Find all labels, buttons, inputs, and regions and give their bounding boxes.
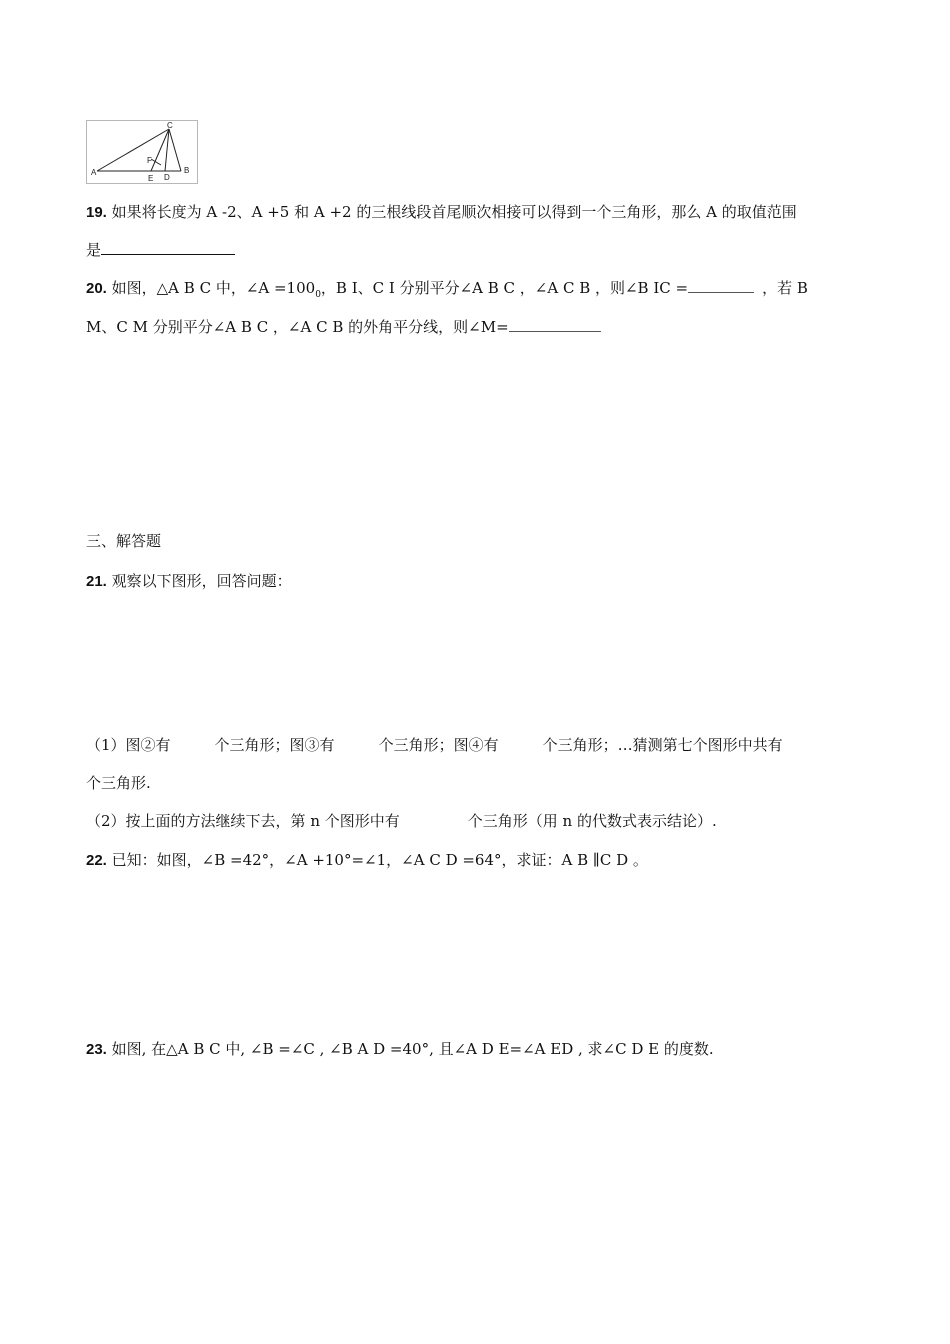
triangle-lines — [97, 129, 181, 171]
q21-p1-e: 个三角形. — [86, 774, 151, 792]
line-ac — [97, 129, 169, 171]
q20-line1 — [86, 277, 808, 300]
label-d: D — [164, 173, 170, 182]
q22-line — [86, 849, 648, 870]
q21-part1-line1 — [86, 734, 783, 755]
line-cb — [169, 129, 181, 171]
q23-line — [86, 1038, 714, 1059]
q23-number: 23. — [86, 1041, 107, 1058]
q21-p2-b: 个三角形（用 n 的代数式表示结论）. — [467, 812, 717, 830]
q19-text-2: 是 — [86, 241, 102, 259]
q20-line2 — [86, 316, 601, 337]
q19-answer-blank[interactable] — [101, 239, 235, 255]
q20-number: 20. — [86, 280, 107, 297]
triangle-figure — [86, 120, 198, 184]
q21-p1-a: （1）图②有 — [86, 736, 171, 754]
q20-text-c: ，若 B — [762, 279, 808, 297]
q20-text-b: ，B I、C I 分别平分∠A B C ，∠A C B ，则∠B IC = — [320, 279, 689, 297]
q19-line2 — [86, 239, 235, 260]
q20-text-a: 如图，△A B C 中，∠A =100 — [111, 279, 316, 297]
line-cd — [165, 129, 169, 171]
q19-line1 — [86, 201, 797, 222]
q21-part1-line2 — [86, 772, 151, 793]
q21-line1 — [86, 570, 292, 591]
q20-degree-mark: 0 — [315, 290, 321, 300]
q21-p1-d: 个三角形；…猜测第七个图形中共有 — [542, 736, 783, 754]
q21-part2 — [86, 810, 717, 831]
label-c: C — [167, 121, 173, 130]
label-a: A — [91, 168, 97, 177]
label-f: F — [147, 156, 152, 165]
q21-p1-c: 个三角形；图④有 — [378, 736, 499, 754]
q20-blank-m[interactable] — [509, 316, 601, 332]
q21-p1-b: 个三角形；图③有 — [214, 736, 335, 754]
q21-text: 观察以下图形，回答问题： — [111, 572, 292, 590]
q20-blank-bic[interactable] — [688, 277, 754, 293]
q22-text: 已知：如图，∠B =42°，∠A +10°=∠1，∠A C D =64°，求证：A B ∥C D 。 — [111, 851, 648, 869]
q20-text-d: M、C M 分别平分∠A B C ，∠A C B 的外角平分线，则∠M= — [86, 318, 509, 336]
section3-title: 三、解答题 — [86, 532, 162, 550]
q21-number: 21. — [86, 573, 107, 590]
q21-p2-a: （2）按上面的方法继续下去，第 n 个图形中有 — [86, 812, 400, 830]
q23-text: 如图, 在△A B C 中, ∠B =∠C , ∠B A D =40°, 且∠A D E=∠A ED , 求∠C D E 的度数. — [111, 1040, 714, 1058]
label-b: B — [184, 166, 190, 175]
label-e: E — [148, 174, 154, 183]
q22-number: 22. — [86, 852, 107, 869]
q19-number: 19. — [86, 204, 107, 221]
triangle-diagram — [87, 121, 197, 183]
q19-text: 如果将长度为 A -2、A +5 和 A +2 的三根线段首尾顺次相接可以得到一个三角形，那么 A 的取值范围 — [111, 203, 797, 221]
